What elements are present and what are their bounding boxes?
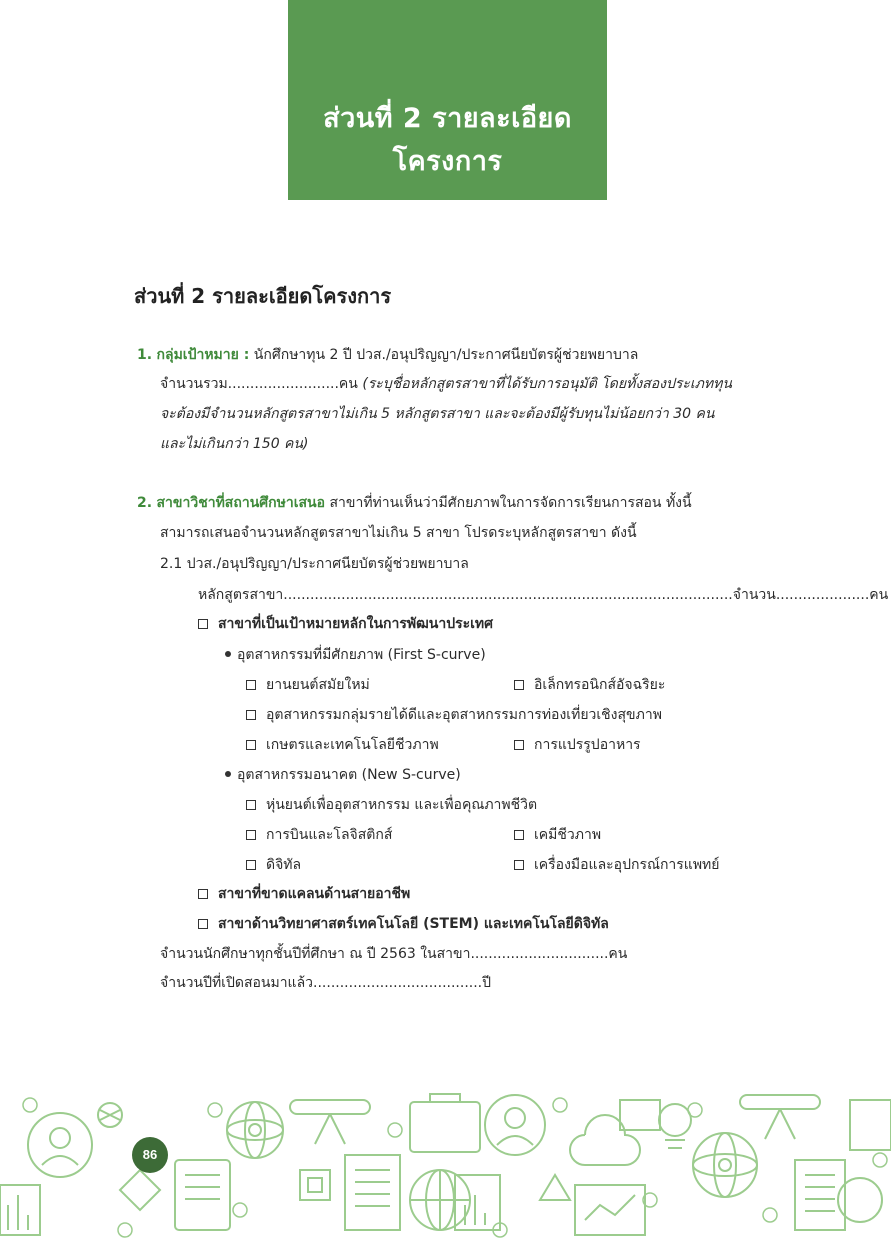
ns-item-label: เคมีชีวภาพ [534, 827, 602, 843]
first-scurve-label: อุตสาหกรรมที่มีศักยภาพ (First S-curve) [237, 647, 486, 663]
category-shortage-label: สาขาที่ขาดแคลนด้านสายอาชีพ [218, 886, 411, 902]
first-scurve [225, 645, 486, 665]
section1-text: นักศึกษาทุน 2 ปี ปวส./อนุปริญญา/ประกาศนียบัตรผู้ช่วยพยาบาล [253, 347, 639, 363]
fs-item [514, 735, 641, 755]
page-heading: ส่วนที่ 2 รายละเอียดโครงการ [134, 284, 392, 308]
section1-line2 [160, 374, 732, 394]
category-stem [198, 914, 609, 934]
section2-sub: 2.1 ปวส./อนุปริญญา/ประกาศนียบัตรผู้ช่วยพยาบาล [160, 556, 469, 572]
checkbox[interactable] [514, 860, 524, 870]
ns-item-label: ดิจิทัล [266, 857, 302, 873]
ns-item [514, 855, 720, 875]
fs-item-label: การแปรรูปอาหาร [534, 737, 641, 753]
category-stem-label: สาขาด้านวิทยาศาสตร์เทคโนโลยี (STEM) และเทคโนโลยีดิจิทัล [218, 916, 609, 932]
section1-number: 1. [137, 347, 153, 363]
checkbox[interactable] [246, 800, 256, 810]
checkbox[interactable] [514, 740, 524, 750]
ns-item [514, 825, 601, 845]
section1-line4: และไม่เกินกว่า 150 คน) [160, 436, 309, 452]
ns-item [246, 825, 392, 845]
ns-item [246, 795, 537, 815]
banner-title: ส่วนที่ 2 รายละเอียดโครงการ [323, 103, 572, 177]
ns-item-label: การบินและโลจิสติกส์ [266, 827, 393, 843]
title-banner [288, 0, 607, 200]
category-primary [198, 614, 493, 634]
category-primary-label: สาขาที่เป็นเป้าหมายหลักในการพัฒนาประเทศ [218, 616, 494, 632]
checkbox[interactable] [198, 889, 208, 899]
section1-note: (ระบุชื่อหลักสูตรสาขาที่ได้รับการอนุมัติ โดยทั้งสองประเภททุน [362, 376, 732, 392]
page-number: 86 [132, 1137, 168, 1173]
students-line: จำนวนนักศึกษาทุกชั้นปีที่ศึกษา ณ ปี 2563 ในสาขา...............................คน [160, 946, 628, 962]
ns-item-label: เครื่องมือและอุปกรณ์การแพทย์ [534, 857, 720, 873]
fs-item-label: ยานยนต์สมัยใหม่ [266, 677, 370, 693]
checkbox[interactable] [246, 830, 256, 840]
bullet-icon [225, 651, 231, 657]
section1-label: กลุ่มเป้าหมาย : [156, 347, 250, 363]
section1-line1 [137, 345, 638, 365]
footer-pattern [0, 1090, 891, 1242]
years-line: จำนวนปีที่เปิดสอนมาแล้ว......................................ปี [160, 975, 492, 991]
course-line: หลักสูตรสาขา.....................................................................................................จำนวน.....................คน [198, 587, 889, 603]
fs-item-label: อิเล็กทรอนิกส์อัจฉริยะ [534, 677, 666, 693]
checkbox[interactable] [246, 740, 256, 750]
checkbox[interactable] [198, 919, 208, 929]
section2-line1 [137, 493, 692, 513]
new-scurve [225, 765, 461, 785]
category-shortage [198, 884, 410, 904]
fs-item [246, 735, 439, 755]
ns-item [246, 855, 301, 875]
bullet-icon [225, 771, 231, 777]
section1-line3: จะต้องมีจำนวนหลักสูตรสาขาไม่เกิน 5 หลักสูตรสาขา และจะต้องมีผู้รับทุนไม่น้อยกว่า 30 คน [160, 406, 715, 422]
checkbox[interactable] [514, 680, 524, 690]
checkbox[interactable] [246, 680, 256, 690]
fs-item-label: อุตสาหกรรมกลุ่มรายได้ดีและอุตสาหกรรมการท่องเที่ยวเชิงสุขภาพ [266, 707, 662, 723]
fs-item-label: เกษตรและเทคโนโลยีชีวภาพ [266, 737, 439, 753]
checkbox[interactable] [514, 830, 524, 840]
fs-item [246, 705, 662, 725]
section1-total: จำนวนรวม.........................คน [160, 376, 358, 392]
ns-item-label: หุ่นยนต์เพื่ออุตสาหกรรม และเพื่อคุณภาพชีวิต [266, 797, 538, 813]
fs-item [514, 675, 665, 695]
section2-number: 2. [137, 495, 153, 511]
new-scurve-label: อุตสาหกรรมอนาคต (New S-curve) [237, 767, 461, 783]
section2-text: สาขาที่ท่านเห็นว่ามีศักยภาพในการจัดการเรียนการสอน ทั้งนี้ [329, 495, 692, 511]
checkbox[interactable] [198, 619, 208, 629]
section2-label: สาขาวิชาที่สถานศึกษาเสนอ [156, 495, 326, 511]
fs-item [246, 675, 370, 695]
checkbox[interactable] [246, 860, 256, 870]
section2-line2: สามารถเสนอจำนวนหลักสูตรสาขาไม่เกิน 5 สาขา โปรดระบุหลักสูตรสาขา ดังนี้ [160, 525, 637, 541]
checkbox[interactable] [246, 710, 256, 720]
